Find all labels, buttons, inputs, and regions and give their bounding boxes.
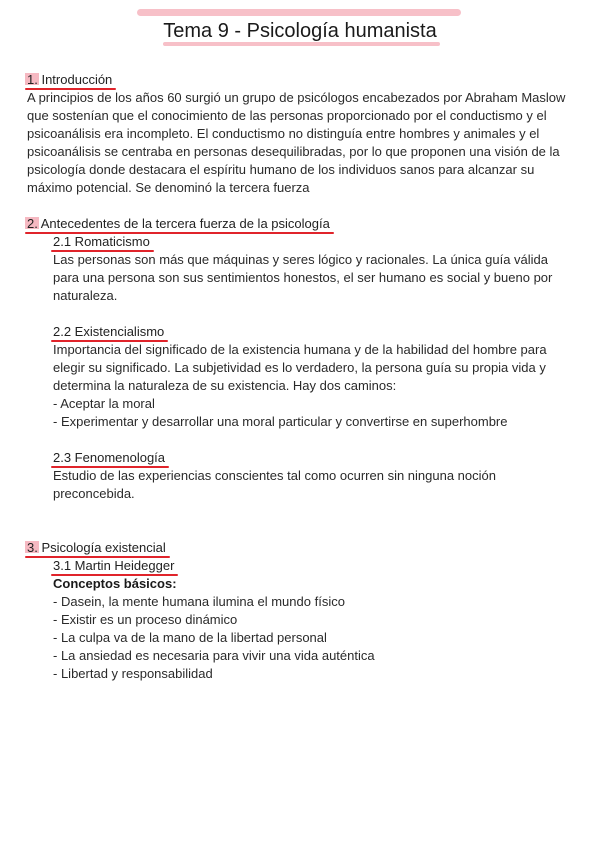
list-item: - Dasein, la mente humana ilumina el mundo físico: [53, 593, 575, 611]
title-highlight-band: [137, 9, 461, 16]
section-1-title: Introducción: [41, 72, 113, 87]
page-title: Tema 9 - Psicología humanista: [163, 20, 437, 42]
subsection-2-2-body: Importancia del significado de la existencia humana y de la habilidad del hombre para elegir su significado. La subjetividad es lo verdadero, la persona guía su propia vida y determina la naturaleza de su existencia. Hay dos caminos:: [53, 342, 547, 393]
section-3-heading: [27, 539, 166, 557]
subsection-2-3-body: Estudio de las experiencias conscientes tal como ocurren sin ninguna noción preconcebida.: [53, 468, 496, 501]
subsection-2-3-title: 2.3 Fenomenología: [53, 450, 166, 465]
list-item: - La ansiedad es necesaria para vivir una vida auténtica: [53, 647, 575, 665]
subsection-2-1-body: Las personas son más que máquinas y seres lógico y racionales. La única guía válida para una persona son sus sentimientos honestos, el ser humano es social y bueno por naturaleza.: [53, 252, 553, 303]
section-1-heading: [27, 71, 112, 89]
list-item: - Aceptar la moral: [53, 395, 575, 413]
concepts-label: Conceptos básicos:: [53, 576, 177, 591]
section-3-title: Psicología existencial: [41, 540, 166, 555]
subsection-2-2-list: [53, 395, 575, 431]
subsection-3-1-title: 3.1 Martin Heidegger: [53, 558, 175, 573]
section-2-number: 2.: [27, 216, 38, 231]
section-2-title: Antecedentes de la tercera fuerza de la psicología: [40, 216, 330, 231]
subsection-2-1-heading: [53, 233, 150, 251]
section-1-number: 1.: [27, 72, 38, 87]
subsection-2-2-heading: [53, 323, 164, 341]
list-item: - La culpa va de la mano de la libertad personal: [53, 629, 575, 647]
title-block: [0, 6, 600, 50]
list-item: - Libertad y responsabilidad: [53, 665, 575, 683]
concepts-list: [53, 593, 575, 683]
list-item: - Experimentar y desarrollar una moral particular y convertirse en superhombre: [53, 413, 575, 431]
list-item: - Existir es un proceso dinámico: [53, 611, 575, 629]
section-1-body: A principios de los años 60 surgió un grupo de psicólogos encabezados por Abraham Maslow que sostenían que el conocimiento de las personas proporcionado por el conductismo y el psicoanálisis era incompleto. El conductismo no distinguía entre hombres y animales y el psicoanálisis se centraba en personas desequilibradas, por lo que proponen una visión de la psicología donde destacara el espíritu humano de los individuos sanos para alcanzar su máximo potencial. Se denominó la tercera fuerza: [27, 90, 566, 195]
subsection-3-1-heading: [53, 557, 174, 575]
subsection-2-1-title: 2.1 Romaticismo: [53, 234, 150, 249]
subsection-2-3-heading: [53, 449, 165, 467]
subsection-2-2-title: 2.2 Existencialismo: [53, 324, 165, 339]
section-3-number: 3.: [27, 540, 38, 555]
section-2-heading: [27, 215, 330, 233]
